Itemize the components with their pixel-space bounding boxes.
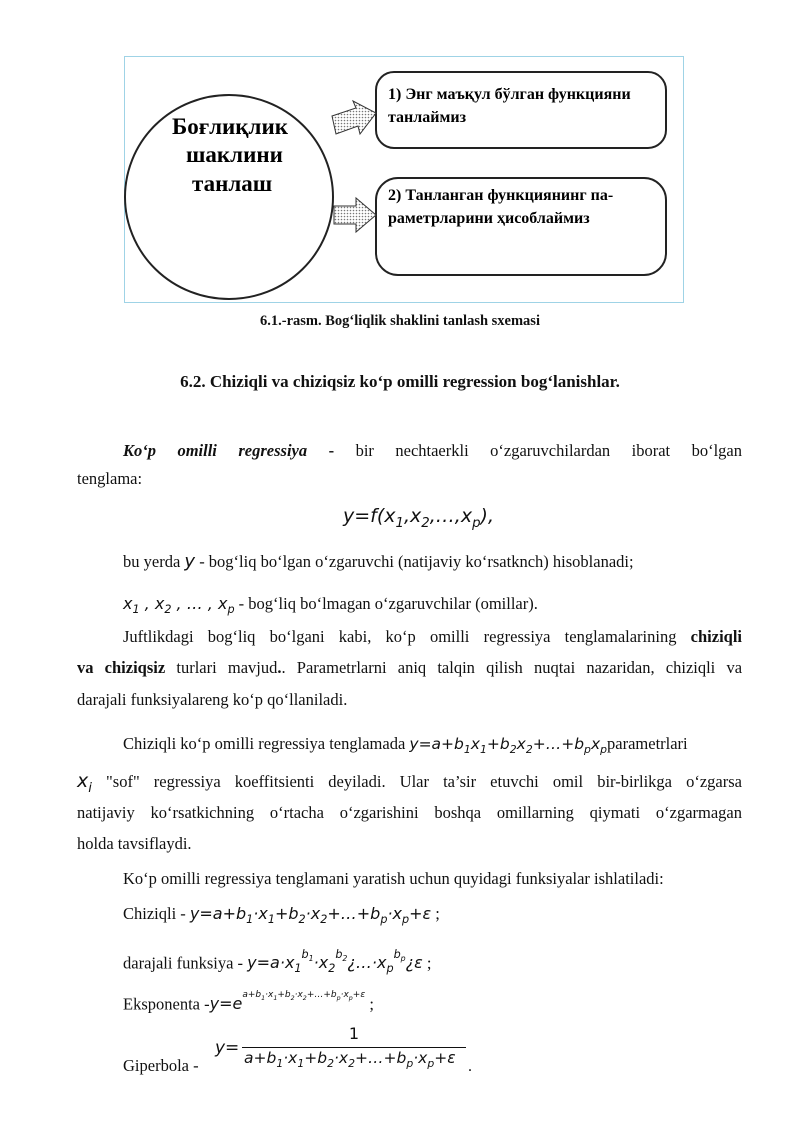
formula-general: $y=f(x_1,x_2,\dots,x_p)$, [343,505,494,531]
p3-text: - bog‘liq bo‘lmagan o‘zgaruvchilar (omillar). [234,594,538,613]
box2-line-1: 2) Танланган функциянинг па- [388,187,614,204]
figure-caption: 6.1.-rasm. Bog‘liqlik shaklini tanlash sxemasi [260,313,540,329]
paragraph-5-line-2 [77,768,742,802]
p4-t2: turlari mavjud [165,658,278,677]
arrow-2-icon [334,198,376,232]
formula-linear-inline: $y=a+b_1x_1+b_2x_2+\dots+b_px_p$ [409,735,608,757]
formula-power-row: darajali funksiya - $y=a\cdot x_1^{b_1}\cdot x_2^{b_2}¿\dots\cdot x_p^{b_p}¿\varepsilon$ ; [123,948,432,976]
p4-t3: . Parametrlarni aniq talqin qilish nuqtai nazaridan, chiziqli va [281,658,743,677]
label-exponent: Eksponenta - [123,994,210,1014]
paragraph-1-line-2: tenglama: [77,469,143,488]
hyperbola-y: y= [215,1038,240,1058]
paragraph-2 [77,548,742,575]
box2-line-2: раметрларини ҳисоблаймиз [388,210,590,227]
hyperbola-period: . [468,1058,472,1075]
paragraph-6: Ko‘p omilli regressiya tenglamani yaratish uchun quyidagi funksiyalar ishlatiladi: [123,869,664,888]
label-linear: Chiziqli - [123,904,190,923]
p5-t3: "sof" regressiya koeffitsienti deyiladi. Ular ta’sir etuvchi omil bir-birlikga o‘zgarsa [91,772,742,791]
formula-power: $y=a\cdot x_1^{b_1}\cdot x_2^{b_2}¿\dots\cdot x_p^{b_p}¿\varepsilon$ [247,948,423,976]
circle-line-2: шаклини [186,142,283,167]
formula-exp-row: Eksponenta $-y=e^{a+b_1\cdot x_1+b_2\cdot x_2+\dots+b_p\cdot x_p+\varepsilon}$ ; [123,990,374,1014]
p4-t1: Juftlikdagi bog‘liq bo‘lgani kabi, ko‘p omilli regressiya tenglamalarining [123,627,691,646]
paragraph-1-line-1 [77,437,742,464]
label-power: darajali funksiya - [123,953,248,973]
formula-exponent: $y=e^{a+b_1\cdot x_1+b_2\cdot x_2+\dots+b_p\cdot x_p+\varepsilon}$ [209,990,366,1014]
hyperbola-denominator: $a+b_1\cdot x_1+b_2\cdot x_2+\dots+b_p\cdot x_p+\varepsilon$ [244,1049,456,1071]
box1-line-1: 1) Энг маъқул бўлган функцияни [388,86,631,103]
paragraph-3 [77,590,742,623]
p5-t1: Chiziqli ko‘p omilli regressiya tenglamada [123,734,410,753]
scheme-diagram [124,56,684,304]
paragraph-5-line-3: natijaviy ko‘rsatkichning o‘rtacha o‘zgarishini boshqa omillarning qiymati o‘zgarmagan [77,803,742,822]
paragraph-4-line-1 [77,623,742,650]
paragraph-4-line-2: va chiziqsiz turlari mavjud.. Parametrlarni aniq talqin qilish nuqtai nazaridan, chiziqli va [77,658,743,677]
paragraph-5-line-1 [77,730,742,763]
box1-line-2: танлаймиз [388,109,467,126]
var-y: y [184,551,196,572]
label-hyperbola: Giperbola - [123,1056,199,1075]
hyperbola-fraction-bar [242,1047,466,1048]
var-x-list: $x_1$ , $x_2$ , … , $x_p$ [123,594,235,617]
term-dash: - [307,441,356,460]
circle-line-1: Боғлиқлик [172,114,288,139]
hyperbola-numerator: 1 [348,1024,360,1043]
p4-bold-2: va chiziqsiz [77,658,166,677]
formula-linear-row: Chiziqli - $y=a+b_1\cdot x_1+b_2\cdot x_2+\dots+b_p\cdot x_p+\varepsilon$ ; [123,904,440,927]
p2-text: - bog‘liq bo‘lgan o‘zgaruvchi (natijaviy ko‘rsatknch) hisoblanadi; [195,552,634,571]
p2-prefix: bu yerda [123,552,185,571]
var-x-i: $x_i$ [77,770,92,796]
p1-rest-1: bir nechtaerkli o‘zgaruvchilardan iborat bo‘lgan [355,441,743,460]
p5-t2: parametrlari [607,734,688,753]
p4-bold-1: chiziqli [690,627,742,646]
term-multifactor-regression: Ko‘p omilli regressiya [123,441,308,460]
paragraph-4-line-3: darajali funksiyalareng ko‘p qo‘llaniladi. [77,690,348,709]
section-title: 6.2. Chiziqli va chiziqsiz ko‘p omilli regression bog‘lanishlar. [180,372,620,391]
circle-line-3: танлаш [192,171,273,196]
arrow-1-icon [332,101,376,134]
formula-linear: $y=a+b_1\cdot x_1+b_2\cdot x_2+\dots+b_p\cdot x_p+\varepsilon$ [189,904,432,927]
paragraph-5-line-4: holda tavsiflaydi. [77,834,192,853]
